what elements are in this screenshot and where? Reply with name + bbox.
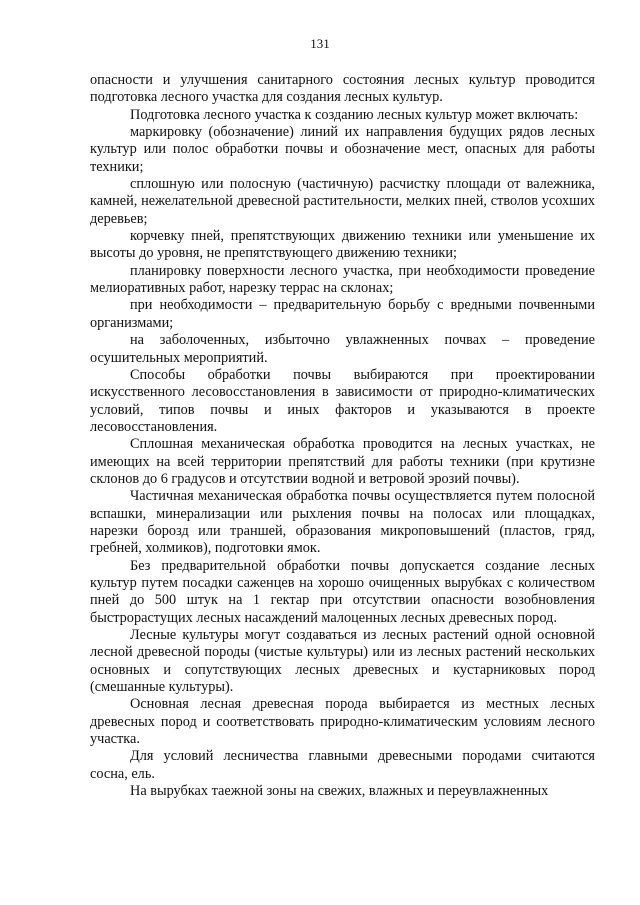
paragraph: Частичная механическая обработка почвы осуществляется путем полосной вспашки, минерализации или рыхления почвы на полосах или площадках, нарезки борозд или траншей, образования микроповышений (пластов, гряд, гребней, холмиков), подготовки ямок. [90, 488, 595, 557]
page-number: 131 [310, 36, 330, 51]
paragraph: Сплошная механическая обработка проводится на лесных участках, не имеющих на всей территории препятствий для работы техники (при крутизне склонов до 6 градусов и отсутствии водной и ветровой эрозий почвы). [90, 436, 595, 487]
list-item: планировку поверхности лесного участка, при необходимости проведение мелиоративных работ, нарезку террас на склонах; [90, 262, 595, 297]
paragraph: Лесные культуры могут создаваться из лесных растений одной основной лесной древесной породы (чистые культуры) или из лесных растений нескольких основных и сопутствующих лесных древесных и кустарниковых пород (смешанные культуры). [90, 627, 595, 696]
list-item: маркировку (обозначение) линий их направления будущих рядов лесных культур или полос обработки почвы и обозначение мест, опасных для работы техники; [90, 124, 595, 175]
list-item: при необходимости – предварительную борьбу с вредными почвенными организмами; [90, 297, 595, 331]
list-item: сплошную или полосную (частичную) расчистку площади от валежника, камней, нежелательной древесной растительности, мелких пней, стволов усохших деревьев; [90, 176, 595, 227]
paragraph: Способы обработки почвы выбираются при проектировании искусственного лесовосстановления в зависимости от природно-климатических условий, типов почвы и иных факторов и указываются в проекте лесовосстановления. [90, 366, 595, 435]
paragraph: На вырубках таежной зоны на свежих, влажных и переувлажненных [130, 783, 549, 800]
paragraph: Подготовка лесного участка к созданию лесных культур может включать: [130, 106, 579, 123]
paragraph: опасности и улучшения санитарного состояния лесных культур проводится подготовка лесного участка для создания лесных культур. [90, 72, 595, 106]
list-item: корчевку пней, препятствующих движению техники или уменьшение их высоты до уровня, не препятствующего движению техники; [90, 228, 595, 262]
paragraph: Для условий лесничества главными древесными породами считаются сосна, ель. [90, 748, 595, 782]
list-item: на заболоченных, избыточно увлажненных почвах – проведение осушительных мероприятий. [90, 332, 595, 366]
document-body [90, 72, 595, 800]
paragraph: Основная лесная древесная порода выбирается из местных лесных древесных пород и соответствовать природно-климатическим условиям лесного участка. [90, 696, 595, 748]
paragraph: Без предварительной обработки почвы допускается создание лесных культур путем посадки саженцев на хорошо очищенных вырубках с количеством пней до 500 штук на 1 гектар при отсутствии опасности возобновления быстрорастущих лесных насаждений малоценных лесных древесных пород. [90, 557, 595, 626]
